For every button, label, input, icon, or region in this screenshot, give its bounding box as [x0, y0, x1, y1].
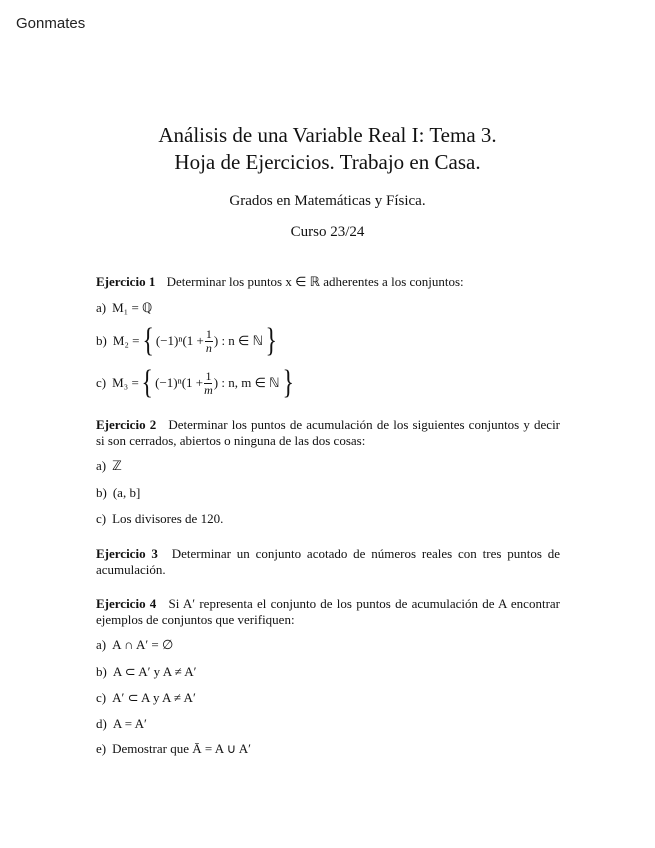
exercise-2-item-c — [96, 511, 223, 527]
item-label: a) — [96, 300, 107, 315]
item-label: a) — [96, 637, 107, 652]
exercise-1-heading: Ejercicio 1 — [96, 274, 156, 289]
exercise-4-item-d — [96, 716, 147, 732]
brand-name: Gonmates — [16, 15, 86, 32]
exercise-1-item-c — [96, 366, 296, 400]
fraction-numerator: 1 — [205, 326, 212, 341]
fraction-numerator: 1 — [205, 368, 212, 383]
exercise-2-heading: Ejercicio 2 — [96, 417, 157, 432]
left-brace: { — [141, 322, 154, 359]
exercise-4-item-a — [96, 637, 173, 653]
item-expression: A ⊂ A′ y A ≠ A′ — [112, 664, 197, 679]
item-expression: ℤ — [112, 458, 122, 473]
fraction — [205, 328, 213, 355]
fraction-denominator: n — [205, 340, 212, 355]
exercise-4-item-b — [96, 664, 197, 680]
exercise-2-item-b — [96, 485, 140, 501]
exercise-1-item-a — [96, 300, 152, 316]
item-expression-inner: (−1)ⁿ(1 + — [155, 333, 204, 348]
item-expression: Demostrar que Ā = A ∪ A′ — [112, 741, 251, 756]
exercise-3 — [96, 546, 560, 578]
item-expression-inner: (−1)ⁿ(1 + — [155, 375, 204, 390]
item-expression: (a, b] — [112, 485, 141, 500]
degrees-line: Grados en Matemáticas y Física. — [229, 193, 426, 209]
item-label: d) — [96, 716, 107, 731]
item-label: c) — [96, 511, 107, 526]
item-expression: M₁ = ℚ — [112, 300, 153, 315]
right-brace: } — [265, 322, 277, 359]
exercise-4-heading: Ejercicio 4 — [96, 596, 157, 611]
exercise-1-statement: Determinar los puntos x ∈ ℝ adherentes a los conjuntos: — [166, 274, 464, 289]
item-label: b) — [96, 664, 107, 679]
exercise-4-item-c — [96, 690, 196, 706]
item-expression-prefix: M₃ = — [112, 375, 139, 390]
item-expression: A = A′ — [112, 716, 147, 731]
exercise-4 — [96, 596, 560, 628]
item-expression: Los divisores de 120. — [112, 511, 224, 526]
item-label: b) — [96, 333, 107, 348]
exercise-2 — [96, 417, 560, 449]
left-brace: { — [141, 364, 153, 401]
exercise-2-item-a — [96, 458, 122, 474]
course-line: Curso 23/24 — [290, 224, 365, 240]
item-expression: A ∩ A′ = ∅ — [112, 637, 174, 652]
exercise-3-statement: Determinar un conjunto acotado de números reales con tres puntos de acumulación. — [96, 546, 560, 577]
exercise-4-statement: Si A′ representa el conjunto de los puntos de acumulación de A encontrar ejemplos de conjuntos que verifiquen: — [96, 596, 560, 627]
title-line-2: Hoja de Ejercicios. Trabajo en Casa. — [174, 150, 481, 174]
item-expression-suffix: ) : n ∈ ℕ — [213, 333, 264, 348]
right-brace: } — [282, 364, 294, 401]
item-label: c) — [96, 690, 107, 705]
item-label: e) — [96, 741, 107, 756]
exercise-1-item-b — [96, 324, 279, 358]
fraction — [204, 370, 213, 397]
item-expression: A′ ⊂ A y A ≠ A′ — [112, 690, 196, 705]
exercise-3-heading: Ejercicio 3 — [96, 546, 158, 561]
exercise-4-item-e — [96, 741, 251, 757]
item-expression-suffix: ) : n, m ∈ ℕ — [213, 375, 280, 390]
exercise-1 — [96, 274, 560, 290]
item-label: a) — [96, 458, 107, 473]
title-line-1: Análisis de una Variable Real I: Tema 3. — [158, 123, 497, 147]
exercise-2-statement: Determinar los puntos de acumulación de los siguientes conjuntos y decir si son cerrados, abiertos o ninguna de las dos cosas: — [96, 417, 561, 448]
item-expression-prefix: M₂ = — [112, 333, 140, 348]
item-label: c) — [96, 375, 107, 390]
item-label: b) — [96, 485, 107, 500]
fraction-denominator: m — [204, 382, 213, 397]
